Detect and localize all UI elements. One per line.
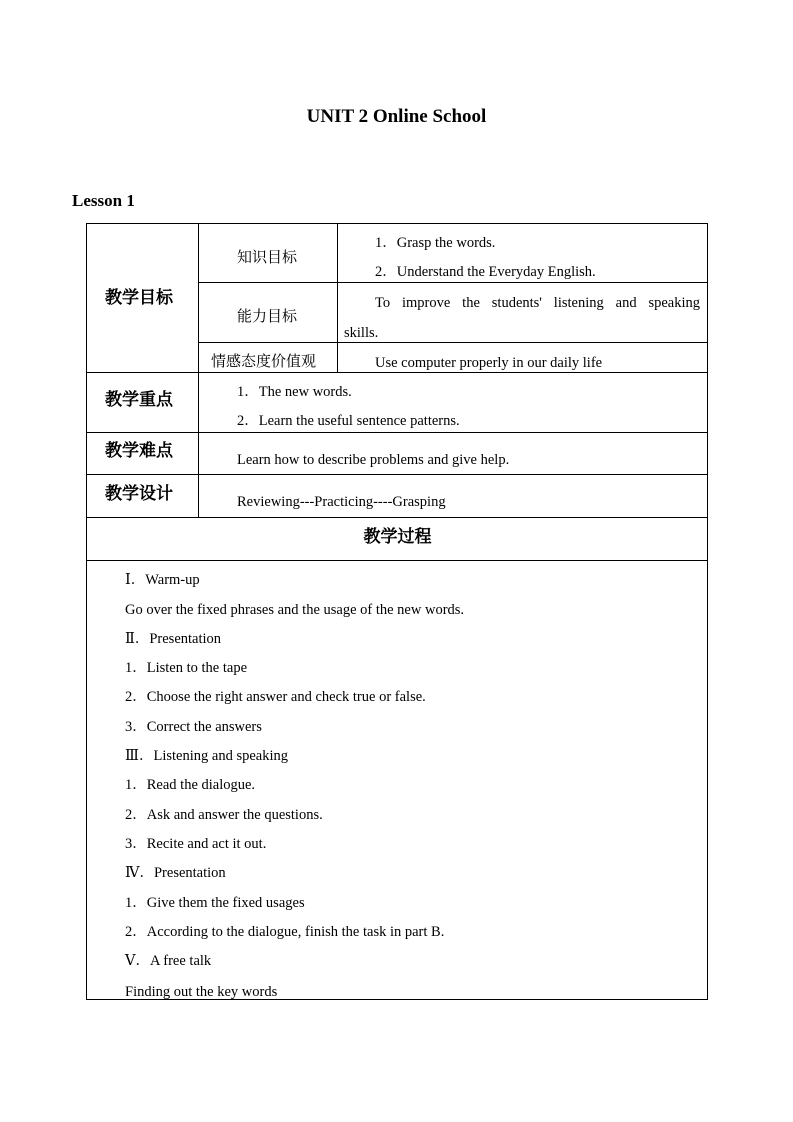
process-line: Ⅳ．Presentation: [125, 865, 226, 881]
page-title: UNIT 2 Online School: [306, 106, 487, 127]
process-line: 2．Ask and answer the questions.: [125, 807, 323, 823]
process-line: Go over the fixed phrases and the usage of the new words.: [125, 602, 465, 618]
column-divider: [337, 224, 338, 372]
row-divider: [87, 517, 708, 518]
key-point-item: 2．Learn the useful sentence patterns.: [237, 413, 460, 429]
process-header: 教学过程: [363, 527, 432, 547]
lesson-heading: Lesson 1: [72, 191, 135, 210]
process-line: 1．Give them the fixed usages: [125, 895, 305, 911]
design-header: 教学设计: [105, 484, 173, 504]
process-line: Finding out the key words: [125, 984, 278, 1000]
process-line: Ⅲ．Listening and speaking: [125, 748, 288, 764]
key-point-item: 1．The new words.: [237, 384, 352, 400]
ability-text-line1: To improve the students' listening and speaking: [375, 295, 700, 311]
row-divider: [87, 372, 708, 373]
difficulties-header: 教学难点: [105, 441, 173, 461]
ability-label: 能力目标: [237, 307, 298, 325]
row-divider: [87, 432, 708, 433]
row-divider: [198, 282, 708, 283]
row-divider: [198, 342, 708, 343]
knowledge-label: 知识目标: [237, 248, 298, 266]
objectives-header: 教学目标: [105, 288, 173, 308]
process-line: 3．Recite and act it out.: [125, 836, 267, 852]
emotion-label: 情感态度价值观: [211, 352, 317, 370]
row-divider: [87, 474, 708, 475]
knowledge-item: 2．Understand the Everyday English.: [375, 264, 596, 280]
ability-text-line2: skills.: [344, 325, 379, 341]
process-line: 1．Read the dialogue.: [125, 777, 256, 793]
row-divider: [87, 560, 708, 561]
key-points-header: 教学重点: [105, 390, 173, 410]
process-line: Ⅴ．A free talk: [125, 953, 212, 969]
knowledge-item: 1．Grasp the words.: [375, 235, 496, 251]
process-line: 1．Listen to the tape: [125, 660, 248, 676]
difficulties-text: Learn how to describe problems and give help.: [237, 452, 510, 468]
process-line: 2．According to the dialogue, finish the task in part B.: [125, 924, 445, 940]
emotion-text: Use computer properly in our daily life: [375, 355, 603, 371]
lesson-plan-table: [86, 223, 708, 1000]
process-line: 2．Choose the right answer and check true or false.: [125, 689, 426, 705]
process-line: Ⅱ．Presentation: [125, 631, 222, 647]
process-line: Ⅰ．Warm-up: [125, 572, 200, 588]
design-text: Reviewing---Practicing----Grasping: [237, 494, 446, 510]
process-line: 3．Correct the answers: [125, 719, 262, 735]
